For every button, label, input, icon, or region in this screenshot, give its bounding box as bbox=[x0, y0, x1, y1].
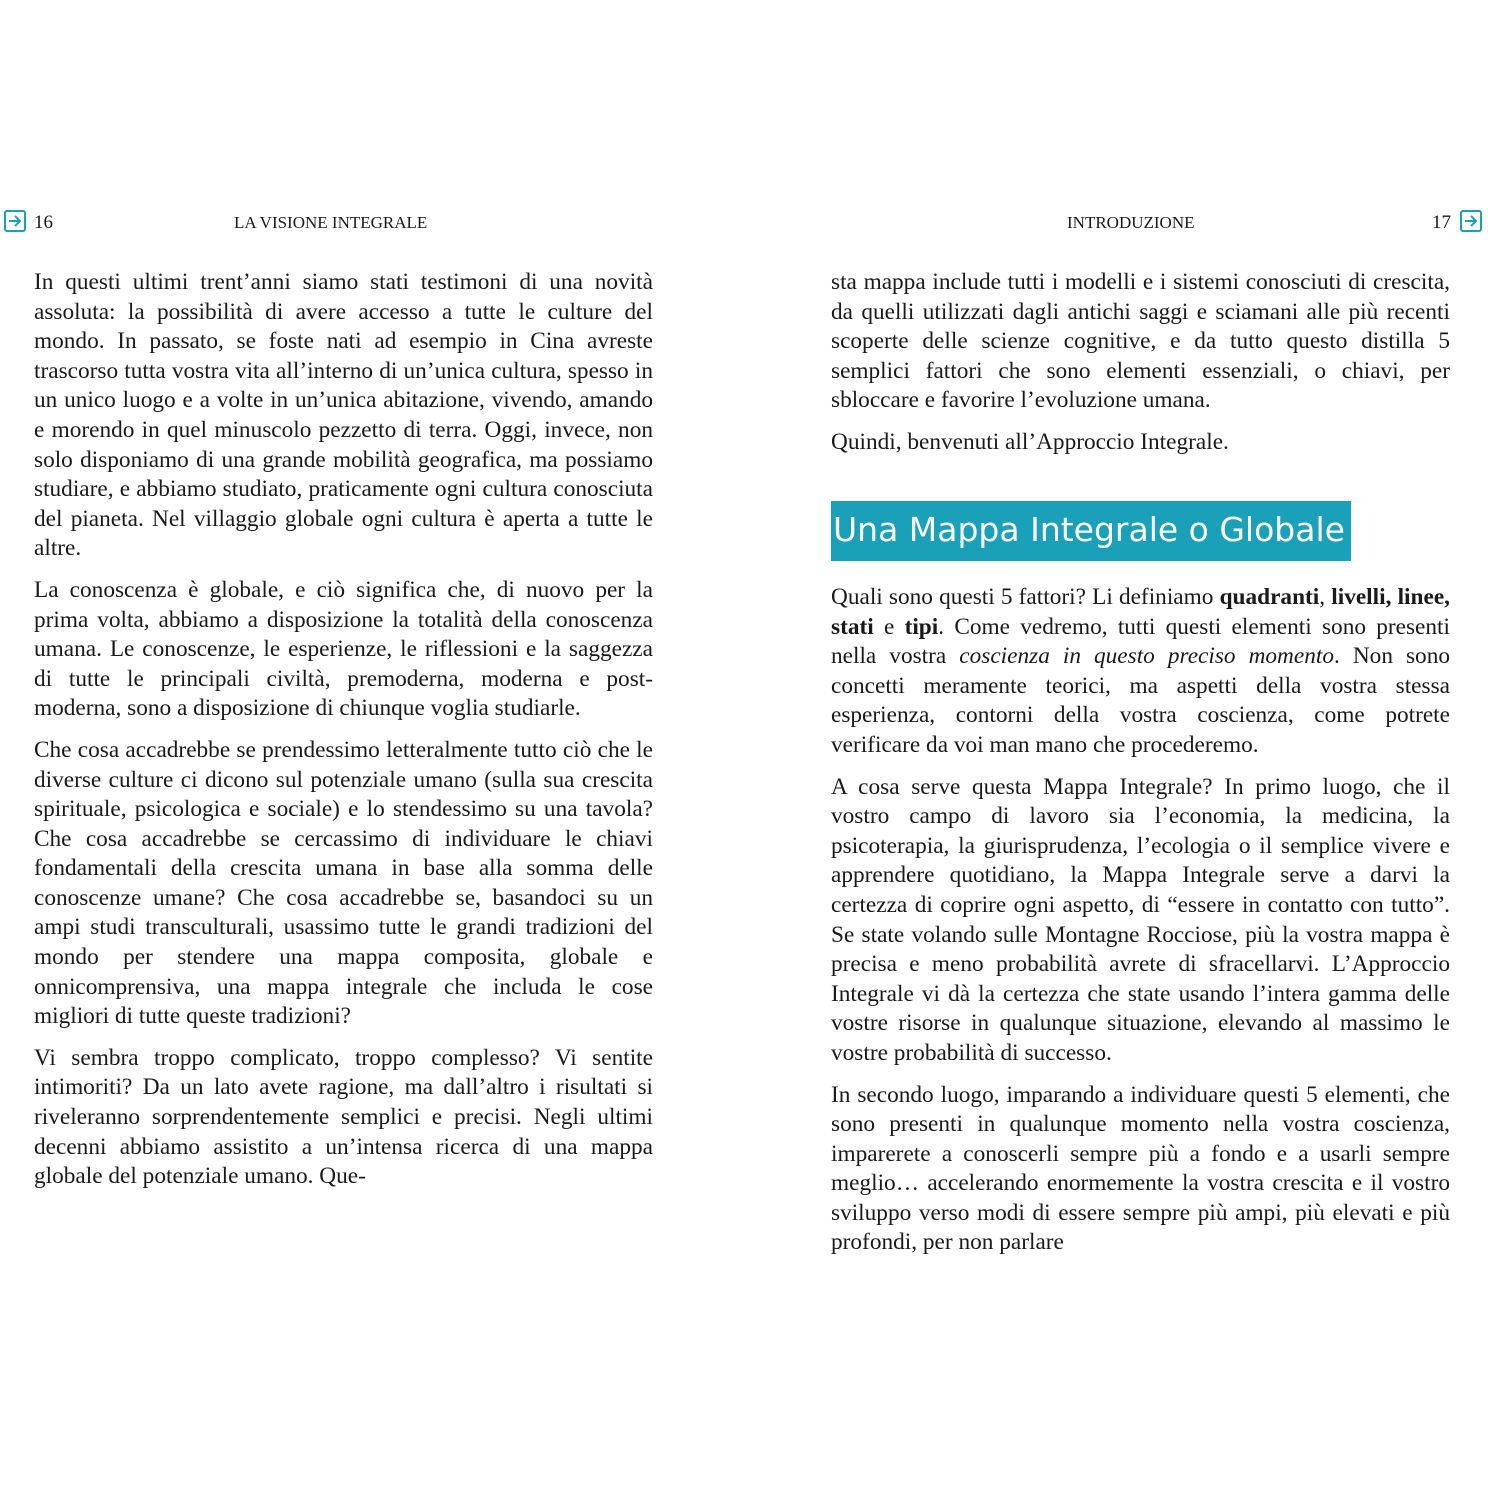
body-text bbox=[831, 583, 1450, 1270]
paragraph-factors: Quali sono questi 5 fattori? Li definiamo quadranti, livelli, linee, stati e tipi. Come vedremo, tutti questi elementi sono presenti nella vostra coscienza in questo preciso momento. Non sono concetti meramente teorici, ma aspetti della vostra stessa esperienza, contorni della vostra coscienza, come potrete verificare da voi man mano che procederemo. bbox=[831, 584, 1450, 758]
right-page bbox=[744, 0, 1488, 1488]
paragraph: In questi ultimi trent’anni siamo stati testimoni di una novità assoluta: la possibilità di avere accesso a tutte le culture del mondo. In passato, se foste nati ad esempio in Cina avreste trascorso tutta vostra vita all’interno di un’unica cultura, spesso in un unico luogo e a volte in un’unica abitazione, vivendo, amando e morendo in quel minuscolo pezzetto di terra. Oggi, invece, non solo disponiamo di una grande mobilità geografica, ma possiamo studiare, e abbiamo studiato, praticamente ogni cultura conosciuta del pianeta. Nel villaggio globale ogni cultura è aperta a tutte le altre. bbox=[34, 269, 653, 562]
paragraph: A cosa serve questa Mappa Integrale? In primo luogo, che il vostro campo di lavoro sia l’economia, la medicina, la psicoterapia, la giurisprudenza, l’ecologia o il semplice vivere e apprendere quotidiano, la Mappa Integrale serve a darvi la certezza di coprire ogni aspetto, di “essere in contatto con tutto”. Se state volando sulle Montagne Rocciose, più la vostra mappa è precisa e meno probabilità avrete di sfracellarvi. L’Approccio Integrale vi dà la certezza che state usando l’intera gamma delle vostre risorse in qualunque situazione, elevando al massimo le vostre probabilità di successo. bbox=[831, 773, 1450, 1066]
body-text bbox=[34, 268, 653, 1204]
running-head: LA VISIONE INTEGRALE bbox=[234, 213, 428, 232]
paragraph: Quindi, benvenuti all’Approccio Integrale. bbox=[831, 428, 1229, 455]
body-text-intro bbox=[831, 268, 1450, 470]
arrow-right-icon[interactable] bbox=[4, 210, 26, 232]
term-tipi: tipi bbox=[904, 613, 939, 640]
paragraph: Che cosa accadrebbe se prendessimo letteralmente tutto ciò che le diverse culture ci dicono sul potenziale umano (sulla sua crescita spirituale, psicologica e sociale) e lo stendessimo su una tavola? Che cosa accadrebbe se cercassimo di individuare le chiavi fondamentali della crescita umana in base alla somma delle conoscenze umane? Che cosa accadrebbe se, basandoci su un ampi studi transculturali, usassimo tutte le grandi tradizioni del mondo per stendere una mappa composita, globale e onnicomprensiva, una mappa integrale che includa le cose migliori di tutte queste tradizioni? bbox=[34, 736, 653, 1030]
term-quadranti: quadranti bbox=[1219, 584, 1320, 610]
arrow-right-icon[interactable] bbox=[1460, 210, 1482, 232]
paragraph: sta mappa include tutti i modelli e i sistemi conosciuti di crescita, da quelli utilizzati dagli antichi saggi e sciamani alle più recenti scoperte delle scienze cognitive, e da tutto questo distilla 5 semplici fattori che sono elementi essenziali, o chiavi, per sbloccare e favorire l’evoluzione umana. bbox=[831, 269, 1450, 414]
running-head: INTRODUZIONE bbox=[1067, 213, 1195, 232]
page-number: 17 bbox=[1432, 212, 1451, 233]
paragraph: La conoscenza è globale, e ciò significa che, di nuovo per la prima volta, abbiamo a disposizione la totalità della conoscenza umana. Le conoscenze, le esperienze, le riflessioni e la saggezza di tutte le principali civiltà, premoderna, moderna e post-moderna, sono a disposizione di chiunque voglia studiarle. bbox=[34, 576, 653, 722]
term-livelli-linee-stati: livelli, linee, stati bbox=[831, 584, 1450, 640]
page-number: 16 bbox=[34, 212, 53, 233]
section-heading: Una Mappa Integrale o Globale bbox=[831, 501, 1351, 561]
paragraph: In secondo luogo, imparando a individuare questi 5 elementi, che sono presenti in qualunque momento nella vostra coscienza, imparerete a conoscerli sempre più a fondo e a usarli sempre meglio… accelerando enormemente la vostra crescita e il vostro sviluppo verso modi di essere sempre più ampi, più elevati e più profondi, per non parlare bbox=[831, 1081, 1450, 1256]
paragraph: Vi sembra troppo complicato, troppo complesso? Vi sentite intimoriti? Da un lato avete ragione, ma dall’altro i risultati si riveleranno sorprendentemente semplici e precisi. Negli ultimi decenni abbiamo assistito a un’intensa ricerca di una mappa globale del potenziale umano. Que- bbox=[34, 1044, 653, 1190]
emphasis: coscienza in questo preciso momento bbox=[959, 643, 1334, 670]
